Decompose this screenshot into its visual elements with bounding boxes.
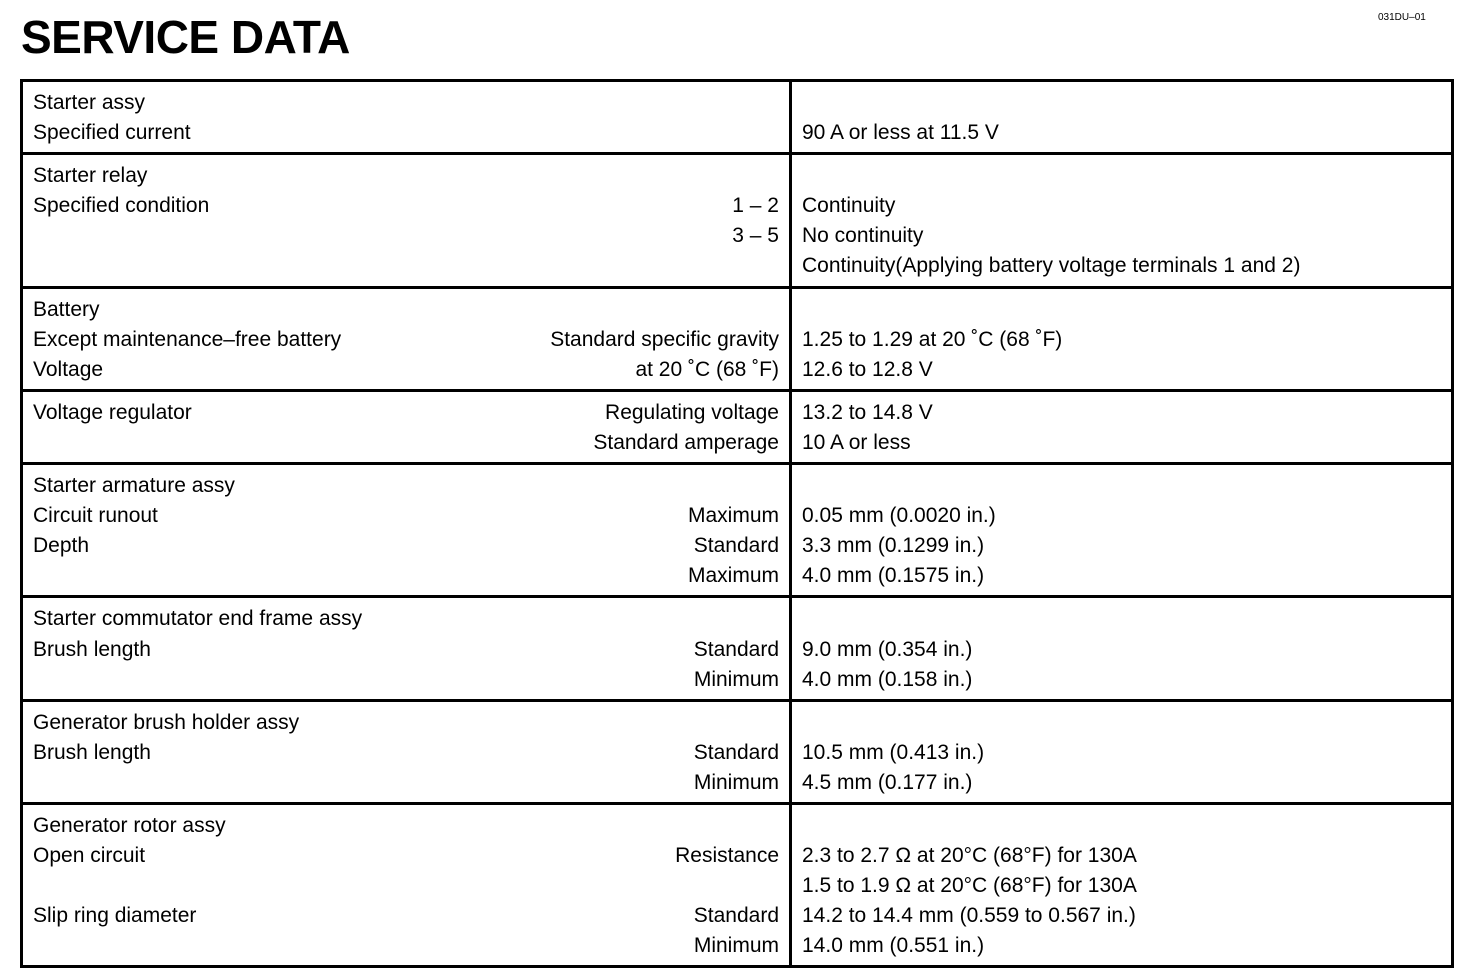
spec-value: [802, 811, 1441, 841]
spec-line: [33, 398, 779, 428]
section-value-cell: [791, 81, 1453, 154]
section-label-cell: [22, 700, 791, 803]
spec-line: [33, 665, 779, 695]
spec-line: [33, 738, 779, 768]
document-id: 031DU–01: [1378, 12, 1426, 23]
spec-item-label: Specified current: [33, 121, 191, 145]
spec-item-label: Circuit runout: [33, 504, 158, 528]
section-value-cell: [791, 390, 1453, 463]
spec-condition: Maximum: [687, 564, 779, 588]
spec-item-label: Slip ring diameter: [33, 904, 197, 928]
section-label-cell: [22, 154, 791, 287]
spec-condition: Standard: [693, 637, 779, 661]
spec-line: [33, 428, 779, 458]
section-heading: Voltage regulator: [33, 400, 192, 424]
section-heading: Starter commutator end frame assy: [33, 607, 363, 631]
section-row-starter-commutator-end-frame-assy: [22, 597, 1453, 700]
spec-line: [33, 901, 779, 931]
spec-condition: Standard: [693, 534, 779, 558]
spec-value: 9.0 mm (0.354 in.): [802, 637, 973, 661]
section-heading: Starter assy: [33, 91, 146, 114]
section-label-cell: [22, 464, 791, 597]
spec-condition: Resistance: [675, 844, 779, 868]
spec-line: [33, 471, 779, 501]
spec-value: [802, 708, 1441, 738]
spec-line: [33, 931, 779, 961]
section-value-cell: [791, 464, 1453, 597]
spec-condition: Standard specific gravity: [550, 327, 779, 351]
spec-value: [802, 88, 1441, 118]
spec-item-label: Except maintenance–free battery: [33, 327, 342, 351]
section-value-cell: [791, 803, 1453, 966]
section-heading: Generator brush holder assy: [33, 710, 300, 734]
spec-item-label: Brush length: [33, 740, 151, 764]
spec-item-label: Specified condition: [33, 194, 210, 218]
spec-line: [33, 221, 779, 251]
spec-condition: Regulating voltage: [605, 400, 779, 424]
spec-line: [33, 871, 779, 901]
spec-value: 14.2 to 14.4 mm (0.559 to 0.567 in.): [802, 904, 1136, 928]
spec-value: 13.2 to 14.8 V: [802, 400, 933, 424]
spec-value: [802, 295, 1441, 325]
spec-line: [33, 295, 779, 325]
spec-value: 4.0 mm (0.1575 in.): [802, 564, 985, 588]
section-row-starter-assy: [22, 81, 1453, 154]
spec-line: [33, 604, 779, 634]
spec-item-label: Brush length: [33, 637, 151, 661]
spec-line: [33, 501, 779, 531]
page-title: SERVICE DATA: [21, 11, 350, 63]
spec-value: Continuity: [802, 194, 896, 218]
spec-condition: Minimum: [693, 934, 779, 958]
section-row-voltage-regulator: [22, 390, 1453, 463]
spec-value: [802, 471, 1441, 501]
spec-line: [33, 841, 779, 871]
section-label-cell: [22, 390, 791, 463]
section-heading: Generator rotor assy: [33, 813, 226, 837]
spec-line: [33, 191, 779, 221]
spec-line: [33, 531, 779, 561]
spec-condition: Standard: [693, 904, 779, 928]
spec-line: [33, 325, 779, 355]
spec-line: [33, 768, 779, 798]
spec-value: 3.3 mm (0.1299 in.): [802, 534, 985, 558]
spec-condition: Maximum: [687, 504, 779, 528]
spec-line: [33, 118, 779, 148]
spec-condition: 3 – 5: [732, 224, 779, 248]
spec-line: [33, 355, 779, 385]
spec-value: 14.0 mm (0.551 in.): [802, 934, 985, 958]
section-value-cell: [791, 597, 1453, 700]
spec-value: [802, 161, 1441, 191]
spec-value: 1.25 to 1.29 at 20 ˚C (68 ˚F): [802, 327, 1063, 351]
section-heading: Battery: [33, 297, 100, 321]
spec-item-label: Open circuit: [33, 844, 146, 868]
spec-condition: 1 – 2: [732, 194, 779, 218]
spec-line: [33, 251, 779, 281]
section-label-cell: [22, 287, 791, 390]
section-value-cell: [791, 287, 1453, 390]
spec-condition: Standard amperage: [593, 430, 779, 454]
section-row-generator-rotor-assy: [22, 803, 1453, 966]
spec-value: 2.3 to 2.7 Ω at 20°C (68°F) for 130A: [802, 844, 1137, 868]
spec-condition: Minimum: [693, 667, 779, 691]
spec-line: [33, 811, 779, 841]
service-data-table: [20, 79, 1454, 968]
spec-line: [33, 635, 779, 665]
section-label-cell: [22, 81, 791, 154]
spec-value: 10.5 mm (0.413 in.): [802, 740, 985, 764]
section-row-generator-brush-holder-assy: [22, 700, 1453, 803]
section-heading: Starter armature assy: [33, 474, 235, 498]
spec-value: Continuity(Applying battery voltage terminals 1 and 2): [802, 254, 1301, 278]
spec-value: 4.5 mm (0.177 in.): [802, 770, 973, 794]
section-label-cell: [22, 803, 791, 966]
spec-value: 12.6 to 12.8 V: [802, 357, 933, 381]
spec-value: 0.05 mm (0.0020 in.): [802, 504, 996, 528]
section-value-cell: [791, 700, 1453, 803]
spec-item-label: Depth: [33, 534, 90, 558]
spec-value: 4.0 mm (0.158 in.): [802, 667, 973, 691]
section-row-starter-armature-assy: [22, 464, 1453, 597]
section-heading: Starter relay: [33, 164, 148, 188]
section-label-cell: [22, 597, 791, 700]
section-row-starter-relay: [22, 154, 1453, 287]
spec-value: No continuity: [802, 224, 924, 248]
spec-value: 10 A or less: [802, 430, 911, 454]
spec-item-label: Voltage: [33, 357, 104, 381]
spec-line: [33, 561, 779, 591]
spec-condition: at 20 ˚C (68 ˚F): [635, 357, 779, 381]
spec-line: [33, 88, 779, 118]
spec-value: 90 A or less at 11.5 V: [802, 121, 999, 145]
spec-value: 1.5 to 1.9 Ω at 20°C (68°F) for 130A: [802, 874, 1137, 898]
spec-line: [33, 161, 779, 191]
spec-condition: Standard: [693, 740, 779, 764]
section-row-battery: [22, 287, 1453, 390]
spec-condition: Minimum: [693, 770, 779, 794]
spec-value: [802, 604, 1441, 634]
spec-line: [33, 708, 779, 738]
section-value-cell: [791, 154, 1453, 287]
